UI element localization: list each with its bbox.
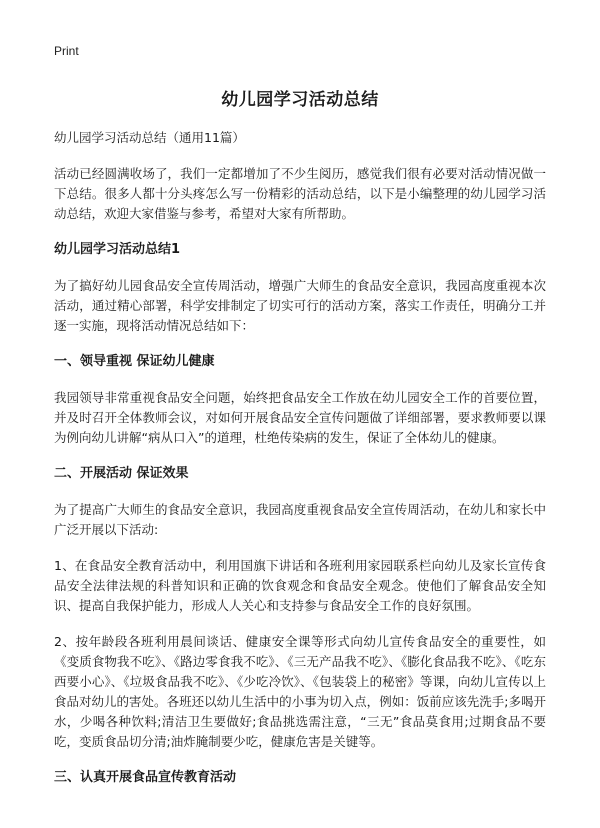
activities-paragraph-3: 2、按年龄段各班利用晨间谈话、健康安全课等形式向幼儿宣传食品安全的重要性，如《变质食物我不吃》、《路边零食我不吃》、《三无产品我不吃》、《膨化食品我不吃》、《吃东西要小心》、《垃圾食品我不吃》、《少吃冷饮》、《包装袋上的秘密》等课，向幼儿宣传以上食品对幼儿的害处。各班还以幼儿生活中的小事为切入点，例如：饭前应该先洗手;多喝开水，少喝各种饮料;清洁卫生要做好;食品挑选需注意，“三无”食品莫食用;过期食品不要吃，变质食品切分清;油炸腌制要少吃，健康危害是关键等。	[54, 634, 546, 749]
leadership-paragraph: 我园领导非常重视食品安全问题，始终把食品安全工作放在幼儿园安全工作的首要位置，并及时召开全体教师会议，对如何开展食品安全宣传问题做了详细部署，要求教师要以课为例向幼儿讲解“病从口入”的道理，杜绝传染病的发生，保证了全体幼儿的健康。	[54, 390, 546, 445]
section1-title: 幼儿园学习活动总结1	[54, 242, 181, 257]
activities-paragraph-1: 为了提高广大师生的食品安全意识，我园高度重视食品安全宣传周活动，在幼儿和家长中广泛开展以下活动:	[54, 502, 546, 537]
print-link[interactable]: Print	[54, 44, 79, 58]
document-subtitle: 幼儿园学习活动总结（通用11篇）	[54, 130, 245, 145]
heading-education: 三、认真开展食品宣传教育活动	[54, 770, 237, 785]
heading-leadership: 一、领导重视 保证幼儿健康	[54, 354, 215, 369]
section1-paragraph: 为了搞好幼儿园食品安全宣传周活动，增强广大师生的食品安全意识，我园高度重视本次活动，通过精心部署，科学安排制定了切实可行的活动方案，落实工作责任，明确分工并逐一实施，现将活动情况总结如下：	[54, 278, 546, 333]
heading-activities: 二、开展活动 保证效果	[54, 466, 189, 481]
document-title: 幼儿园学习活动总结	[221, 90, 379, 110]
intro-paragraph: 活动已经圆满收场了，我们一定都增加了不少生阅历，感觉我们很有必要对活动情况做一下总结。很多人都十分头疼怎么写一份精彩的活动总结，以下是小编整理的幼儿园学习活动总结，欢迎大家借鉴与参考，希望对大家有所帮助。	[54, 166, 546, 221]
activities-paragraph-2: 1、在食品安全教育活动中，利用国旗下讲话和各班利用家园联系栏向幼儿及家长宣传食品安全法律法规的科普知识和正确的饮食观念和食品安全观念。使他们了解食品安全知识、提高自我保护能力，形成人人关心和支持参与食品安全工作的良好氛围。	[54, 558, 546, 613]
